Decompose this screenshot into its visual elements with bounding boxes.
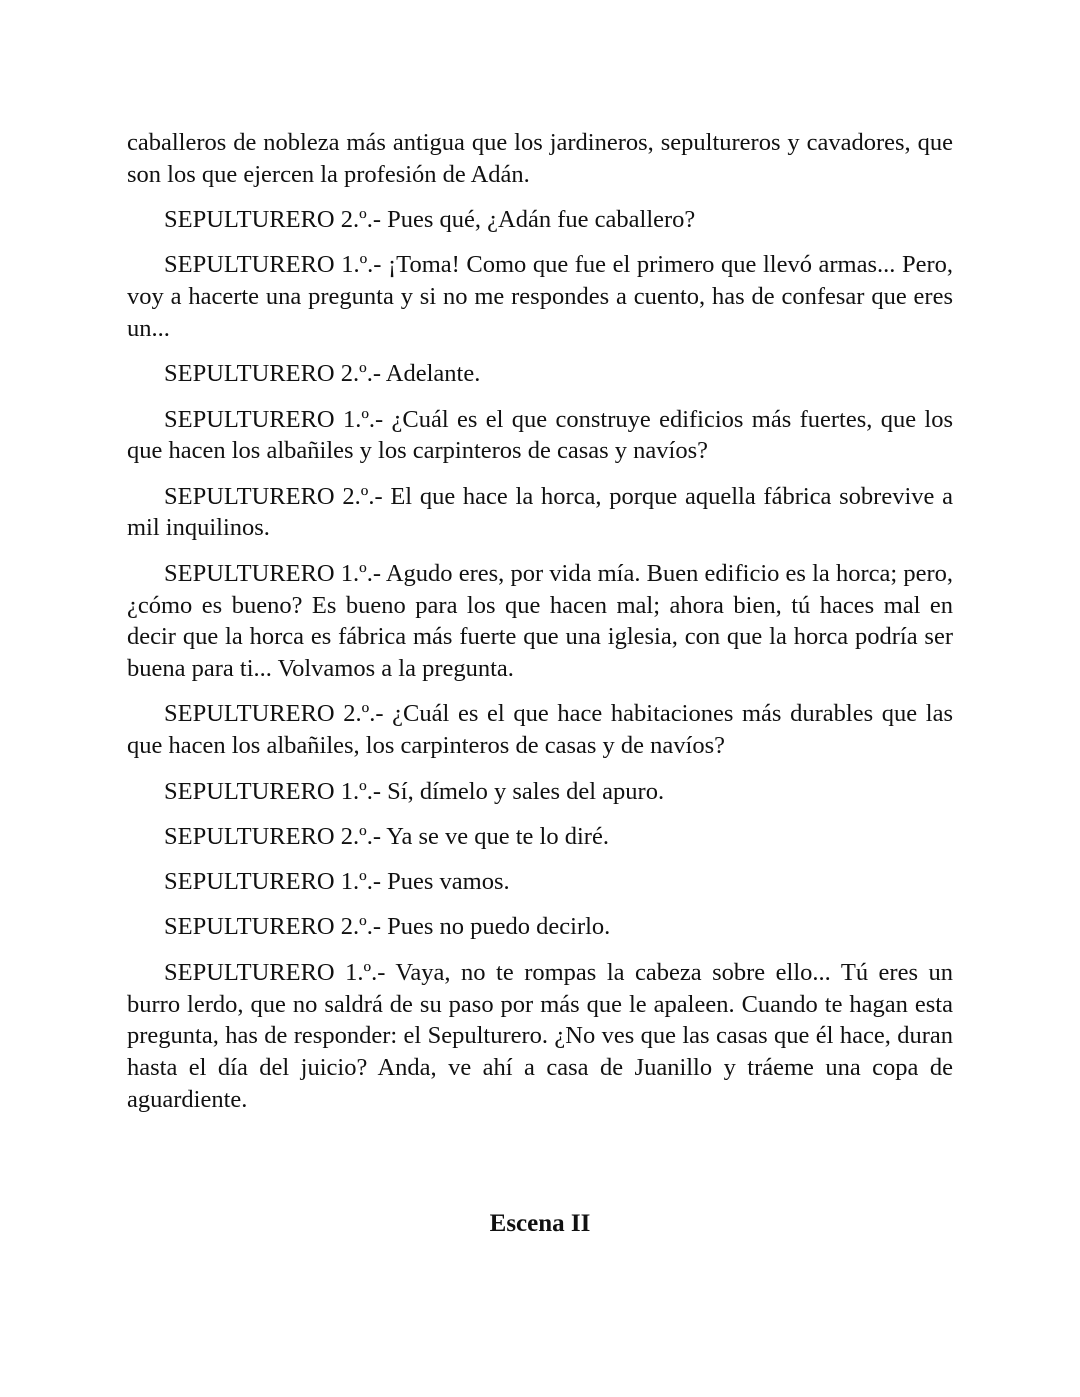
dialogue-line: SEPULTURERO 1.º.- ¿Cuál es el que construye edificios más fuertes, que los que hacen los albañiles y los carpinteros de casas y navíos? <box>127 405 953 465</box>
paragraph-continuation: caballeros de nobleza más antigua que los jardineros, sepultureros y cavadores, que son los que ejercen la profesión de Adán. <box>127 129 953 188</box>
dialogue-line: SEPULTURERO 1.º.- Sí, dímelo y sales del apuro. <box>164 777 665 805</box>
dialogue-line: SEPULTURERO 2.º.- El que hace la horca, porque aquella fábrica sobrevive a mil inquilinos. <box>127 482 953 542</box>
dialogue-line: SEPULTURERO 2.º.- Adelante. <box>164 360 481 388</box>
dialogue-line: SEPULTURERO 1.º.- Pues vamos. <box>164 868 510 896</box>
dialogue-line: SEPULTURERO 1.º.- Vaya, no te rompas la cabeza sobre ello... Tú eres un burro lerdo, que no saldrá de su paso por más que le apaleen. Cuando te hagan esta pregunta, has de responder: el Sepulturero. ¿No ves que las casas que él hace, duran hasta el día del juicio? Anda, ve ahí a casa de Juanillo y tráeme una copa de aguardiente. <box>127 958 953 1113</box>
dialogue-line: SEPULTURERO 2.º.- Pues qué, ¿Adán fue caballero? <box>164 206 696 234</box>
dialogue-line: SEPULTURERO 2.º.- ¿Cuál es el que hace habitaciones más durables que las que hacen los albañiles, los carpinteros de casas y de navíos? <box>127 700 953 760</box>
dialogue-line: SEPULTURERO 1.º.- Agudo eres, por vida mía. Buen edificio es la horca; pero, ¿cómo es bueno? Es bueno para los que hacen mal; ahora bien, tú haces mal en decir que la horca es fábrica más fuerte que una iglesia, con que la horca podría ser buena para ti... Volvamos a la pregunta. <box>127 559 953 683</box>
dialogue-line: SEPULTURERO 1.º.- ¡Toma! Como que fue el primero que llevó armas... Pero, voy a hacerte una pregunta y si no me respondes a cuento, has de confesar que eres un... <box>127 251 953 342</box>
document-body <box>127 127 953 1129</box>
scene-heading: Escena II <box>489 1210 591 1237</box>
dialogue-line: SEPULTURERO 2.º.- Ya se ve que te lo diré. <box>164 822 609 850</box>
dialogue-line: SEPULTURERO 2.º.- Pues no puedo decirlo. <box>164 913 611 941</box>
